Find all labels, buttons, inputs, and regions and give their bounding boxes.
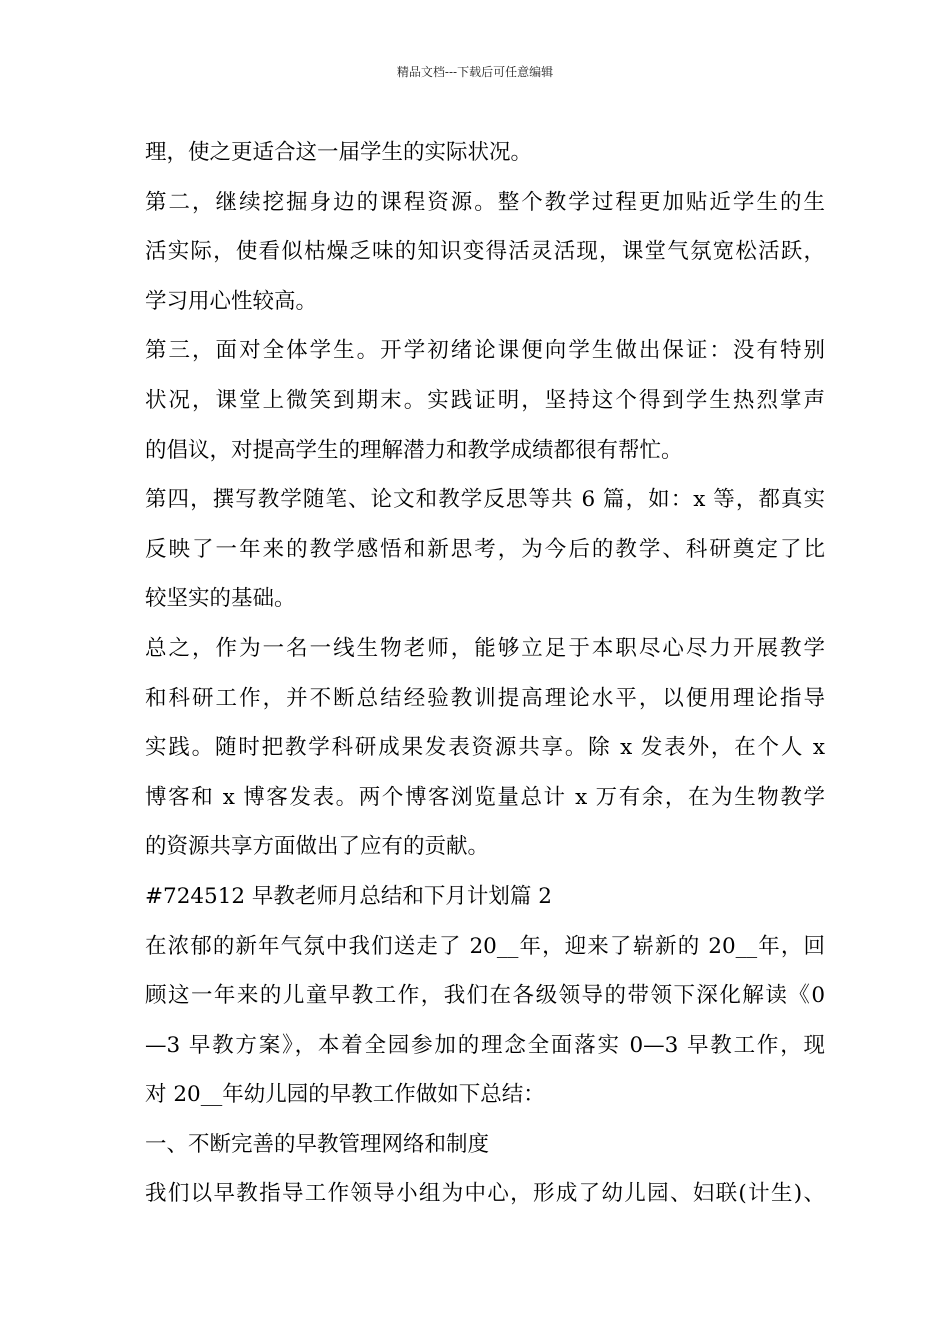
text-line-11: 总之，作为一名一线生物老师，能够立足于本职尽心尽力开展教学 xyxy=(145,635,825,661)
subsection-heading: 一、不断完善的早教管理网络和制度 xyxy=(145,1131,490,1157)
text-line-22: 我们以早教指导工作领导小组为中心，形成了幼儿园、妇联(计生)、 xyxy=(145,1181,825,1207)
text-line-14: 博客和 x 博客发表。两个博客浏览量总计 x 万有余，在为生物教学 xyxy=(145,784,825,810)
text-line-6: 状况，课堂上微笑到期末。实践证明，坚持这个得到学生热烈掌声 xyxy=(145,387,825,413)
text-line-8: 第四，撰写教学随笔、论文和教学反思等共 6 篇，如：x 等，都真实 xyxy=(145,487,825,513)
text-line-9: 反映了一年来的教学感悟和新思考，为今后的教学、科研奠定了比 xyxy=(145,536,825,562)
text-line-2: 第二，继续挖掘身边的课程资源。整个教学过程更加贴近学生的生 xyxy=(145,189,825,215)
text-line-4: 学习用心性较高。 xyxy=(145,288,318,314)
page-header: 精品文档---下载后可任意编辑 xyxy=(396,65,554,79)
document-body xyxy=(145,128,825,1219)
text-line-1: 理，使之更适合这一届学生的实际状况。 xyxy=(145,140,533,165)
text-line-18: 顾这一年来的儿童早教工作，我们在各级领导的带领下深化解读《0 xyxy=(145,983,825,1009)
section-heading: #724512 早教老师月总结和下月计划篇 2 xyxy=(145,883,552,909)
text-line-7: 的倡议，对提高学生的理解潜力和教学成绩都很有帮忙。 xyxy=(145,437,683,463)
text-line-10: 较坚实的基础。 xyxy=(145,586,296,612)
text-line-3: 活实际，使看似枯燥乏味的知识变得活灵活现，课堂气氛宽松活跃， xyxy=(145,239,825,265)
text-line-15: 的资源共享方面做出了应有的贡献。 xyxy=(145,834,490,860)
text-line-13: 实践。随时把教学科研成果发表资源共享。除 x 发表外，在个人 x xyxy=(145,735,825,761)
text-line-17: 在浓郁的新年气氛中我们送走了 20__年，迎来了崭新的 20__年，回 xyxy=(145,933,825,959)
text-line-5: 第三，面对全体学生。开学初绪论课便向学生做出保证：没有特别 xyxy=(145,338,825,364)
text-line-19: —3 早教方案》，本着全园参加的理念全面落实 0—3 早教工作，现 xyxy=(145,1032,825,1058)
text-line-20: 对 20__年幼儿园的早教工作做如下总结： xyxy=(145,1082,545,1108)
text-line-12: 和科研工作，并不断总结经验教训提高理论水平，以便用理论指导 xyxy=(145,685,825,711)
